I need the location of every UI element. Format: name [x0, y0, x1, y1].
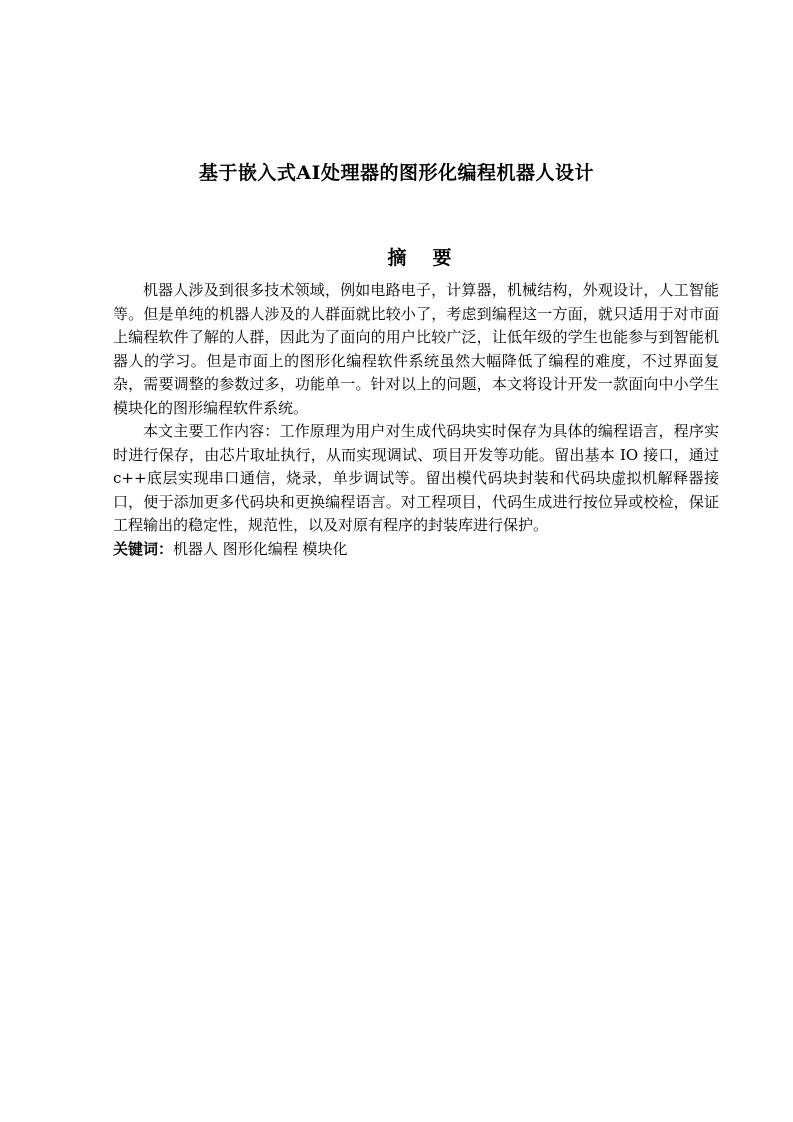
document-title: 基于嵌入式AI处理器的图形化编程机器人设计: [198, 162, 595, 184]
abstract-heading: 摘要: [387, 247, 478, 269]
keywords-label: 关键词：: [113, 539, 174, 558]
keywords-line: [113, 538, 719, 562]
abstract-body: [113, 279, 719, 561]
keywords-value: 机器人 图形化编程 模块化: [173, 539, 348, 558]
abstract-paragraph-1: 机器人涉及到很多技术领域，例如电路电子，计算器，机械结构，外观设计，人工智能等。但是单纯的机器人涉及的人群面就比较小了，考虑到编程这一方面，就只适用于对市面上编程软件了解的人群，因此为了面向的用户比较广泛，让低年级的学生也能参与到智能机器人的学习。但是市面上的图形化编程软件系统虽然大幅降低了编程的难度，不过界面复杂，需要调整的参数过多，功能单一。针对以上的问题，本文将设计开发一款面向中小学生模块化的图形编程软件系统。: [113, 281, 719, 417]
abstract-paragraph-2: 本文主要工作内容：工作原理为用户对生成代码块实时保存为具体的编程语言，程序实时进行保存，由芯片取址执行，从而实现调试、项目开发等功能。留出基本 IO 接口，通过 c++底层实现串口通信，烧录，单步调试等。留出模代码块封装和代码块虚拟机解释器接口，便于添加更多代码块和更换编程语言。对工程项目，代码生成进行按位异或校检，保证工程输出的稳定性，规范性，以及对原有程序的封装库进行保护。: [113, 422, 719, 534]
